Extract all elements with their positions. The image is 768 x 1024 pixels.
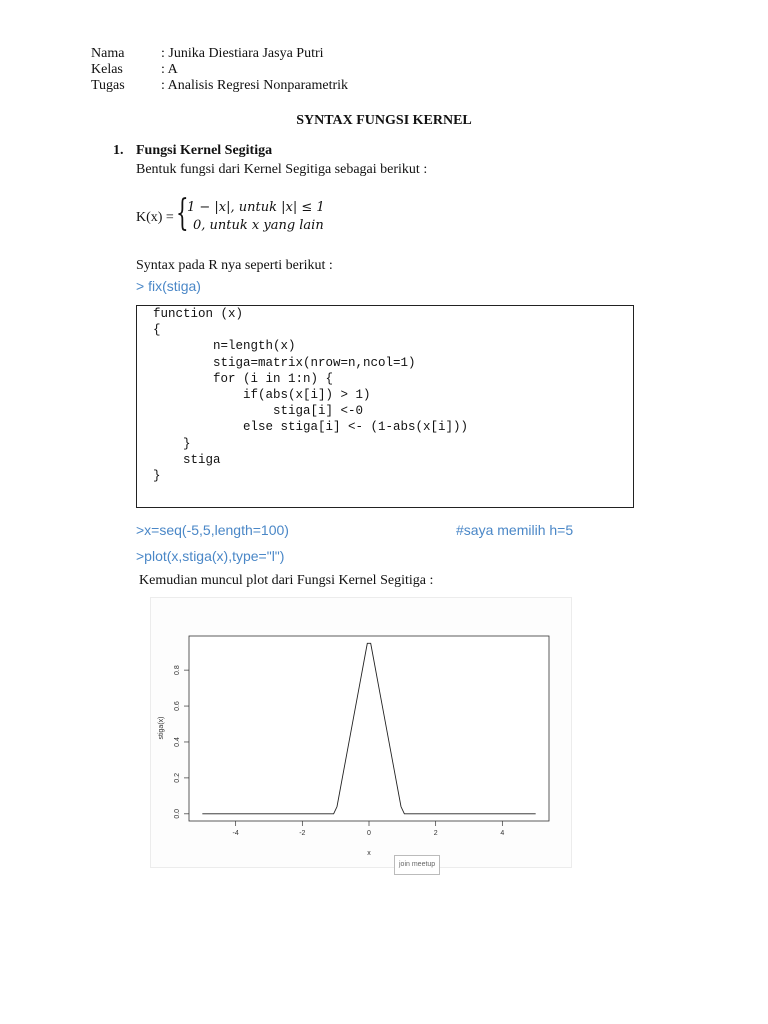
x-tick-label: 0 [367,830,371,837]
y-tick-label: 0.0 [174,808,181,819]
kernel-plot [151,598,571,867]
y-axis-label: stiga(x) [158,716,165,740]
header-value-nama: : Junika Diestiara Jasya Putri [161,46,324,61]
code-line: for (i in 1:n) { [153,371,334,386]
x-tick-label: -4 [232,830,239,837]
code-line: if(abs(x[i]) > 1) [153,388,371,403]
code-line: } [153,469,161,484]
plot-screenshot [150,597,572,868]
y-tick-label: 0.2 [174,773,181,783]
formula-lhs: K(x) = [136,210,174,225]
x-tick-label: -2 [299,830,306,837]
r-command-seq: >x=seq(-5,5,length=100) [136,522,289,538]
code-line: else stiga[i] <- (1-abs(x[i])) [153,420,469,435]
code-box [136,305,634,508]
y-tick-label: 0.4 [174,737,181,747]
r-command-fix: > fix(stiga) [136,278,201,294]
x-tick-label: 4 [500,830,505,837]
formula-case-1: 1 − |x|, untuk |x| ≤ 1 [187,200,325,215]
x-tick-label: 2 [433,830,438,837]
r-function-code [153,306,468,484]
code-line: function (x) [153,307,244,321]
header-label-kelas: Kelas [91,62,123,77]
page-title: SYNTAX FUNGSI KERNEL [296,113,472,128]
header-label-nama: Nama [91,46,125,61]
r-command-plot: >plot(x,stiga(x),type="l") [136,548,285,564]
code-line: stiga [153,452,221,467]
code-line: } [153,436,191,451]
r-comment-h: #saya memilih h=5 [456,522,574,538]
formula-brace: { [176,193,189,234]
header-value-kelas: : A [161,62,178,77]
y-tick-label: 0.6 [174,701,181,711]
code-line: stiga[i] <-0 [153,404,364,419]
header-label-tugas: Tugas [91,78,125,93]
formula-case-2: 0, untuk x yang lain [193,218,324,233]
x-axis-label: x [367,850,371,857]
watermark-badge: join meetup [394,855,440,875]
syntax-intro: Syntax pada R nya seperti berikut : [136,258,333,273]
y-tick-label: 0.8 [174,665,181,675]
section-title: Fungsi Kernel Segitiga [136,143,273,158]
section-number: 1. [113,143,124,158]
header-value-tugas: : Analisis Regresi Nonparametrik [161,78,349,93]
code-line: n=length(x) [153,339,296,354]
plot-area [189,636,549,821]
section-intro: Bentuk fungsi dari Kernel Segitiga sebagai berikut : [136,162,428,177]
code-line: { [153,323,161,338]
code-line: stiga=matrix(nrow=n,ncol=1) [153,355,416,370]
plot-intro: Kemudian muncul plot dari Fungsi Kernel Segitiga : [139,573,434,588]
